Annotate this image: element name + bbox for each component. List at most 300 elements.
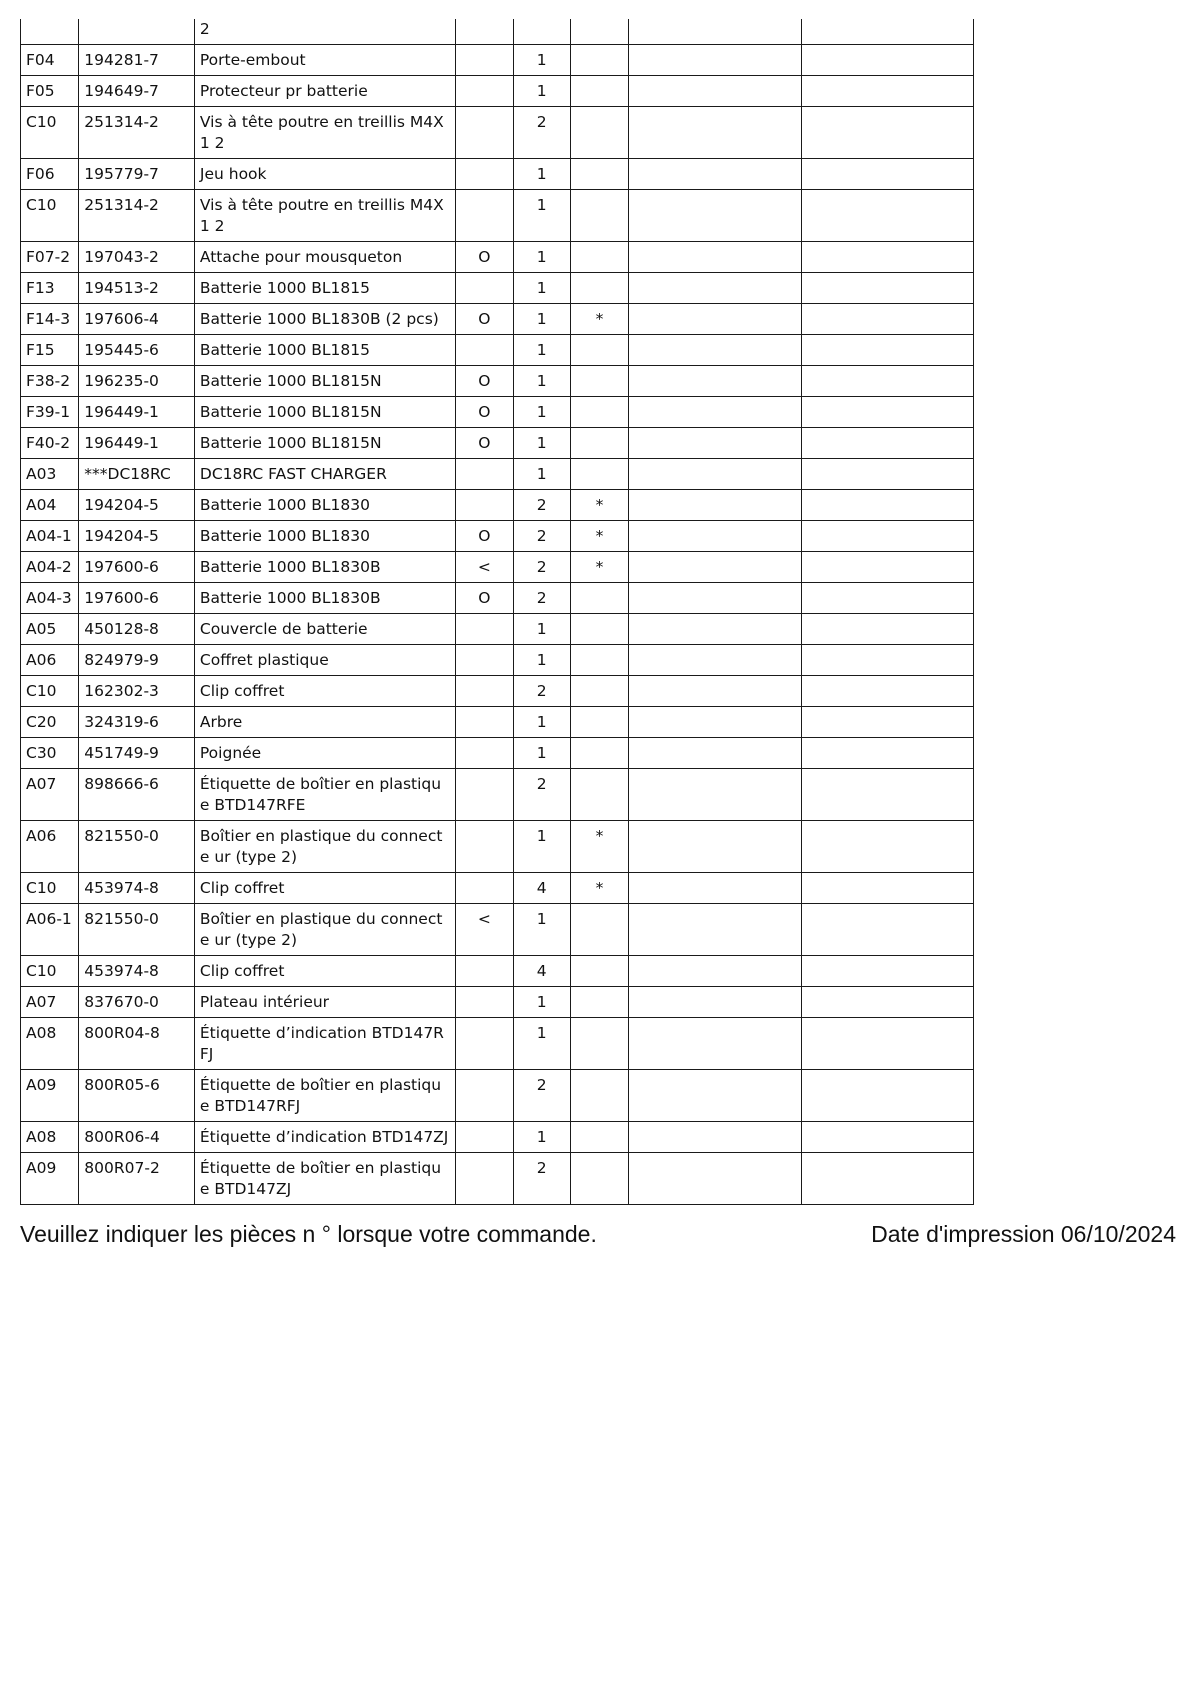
cell-code	[456, 190, 513, 242]
cell-extra-col-1	[629, 645, 802, 676]
cell-part-no: 251314-2	[79, 190, 195, 242]
table-row	[21, 956, 974, 987]
cell-code: <	[456, 904, 513, 956]
cell-code	[456, 873, 513, 904]
cell-note-mark	[570, 335, 628, 366]
cell-code	[456, 769, 513, 821]
table-row	[21, 1018, 974, 1070]
cell-note-mark	[570, 76, 628, 107]
table-row	[21, 614, 974, 645]
cell-note-mark	[570, 45, 628, 76]
cell-part-no	[79, 19, 195, 45]
cell-extra-col-1	[629, 1153, 802, 1205]
cell-description: Batterie 1000 BL1815	[194, 335, 455, 366]
cell-note-mark	[570, 987, 628, 1018]
cell-ref-no: C10	[21, 873, 79, 904]
cell-description: Étiquette de boîtier en plastique BTD147RFJ	[194, 1070, 455, 1122]
cell-code	[456, 956, 513, 987]
cell-ref-no: F15	[21, 335, 79, 366]
cell-quantity: 1	[513, 242, 570, 273]
cell-description: Étiquette de boîtier en plastique BTD147ZJ	[194, 1153, 455, 1205]
cell-quantity: 1	[513, 707, 570, 738]
cell-extra-col-2	[802, 273, 974, 304]
table-row	[21, 707, 974, 738]
cell-ref-no: F38-2	[21, 366, 79, 397]
cell-description: Vis à tête poutre en treillis M4X1 2	[194, 190, 455, 242]
cell-ref-no: F40-2	[21, 428, 79, 459]
cell-part-no: 196449-1	[79, 428, 195, 459]
table-row	[21, 397, 974, 428]
cell-part-no: 194204-5	[79, 490, 195, 521]
cell-quantity: 2	[513, 1153, 570, 1205]
cell-part-no: 800R04-8	[79, 1018, 195, 1070]
cell-extra-col-1	[629, 904, 802, 956]
cell-extra-col-2	[802, 583, 974, 614]
cell-ref-no: F05	[21, 76, 79, 107]
cell-extra-col-1	[629, 335, 802, 366]
cell-extra-col-1	[629, 521, 802, 552]
cell-extra-col-2	[802, 614, 974, 645]
cell-extra-col-1	[629, 159, 802, 190]
cell-extra-col-1	[629, 304, 802, 335]
cell-description: Batterie 1000 BL1830	[194, 521, 455, 552]
cell-extra-col-2	[802, 1070, 974, 1122]
cell-ref-no: C10	[21, 107, 79, 159]
cell-extra-col-1	[629, 19, 802, 45]
cell-note-mark	[570, 459, 628, 490]
cell-note-mark	[570, 242, 628, 273]
cell-extra-col-2	[802, 552, 974, 583]
cell-code: O	[456, 304, 513, 335]
cell-extra-col-1	[629, 1070, 802, 1122]
cell-code: O	[456, 428, 513, 459]
cell-code: O	[456, 583, 513, 614]
cell-extra-col-1	[629, 428, 802, 459]
cell-code	[456, 821, 513, 873]
cell-quantity	[513, 19, 570, 45]
cell-part-no: 821550-0	[79, 904, 195, 956]
table-row	[21, 190, 974, 242]
cell-description: Batterie 1000 BL1815N	[194, 397, 455, 428]
cell-description: Poignée	[194, 738, 455, 769]
cell-note-mark: *	[570, 521, 628, 552]
cell-quantity: 1	[513, 335, 570, 366]
table-row	[21, 738, 974, 769]
cell-note-mark	[570, 707, 628, 738]
cell-part-no: 837670-0	[79, 987, 195, 1018]
cell-part-no: 450128-8	[79, 614, 195, 645]
cell-quantity: 1	[513, 159, 570, 190]
cell-extra-col-1	[629, 273, 802, 304]
cell-description: Couvercle de batterie	[194, 614, 455, 645]
cell-description: Vis à tête poutre en treillis M4X1 2	[194, 107, 455, 159]
cell-ref-no: A04	[21, 490, 79, 521]
cell-extra-col-2	[802, 107, 974, 159]
table-row	[21, 904, 974, 956]
cell-extra-col-2	[802, 821, 974, 873]
cell-code	[456, 987, 513, 1018]
cell-note-mark: *	[570, 821, 628, 873]
cell-code: O	[456, 366, 513, 397]
cell-description: 2	[194, 19, 455, 45]
cell-extra-col-2	[802, 159, 974, 190]
cell-note-mark	[570, 583, 628, 614]
cell-code	[456, 1153, 513, 1205]
cell-description: Batterie 1000 BL1830B	[194, 583, 455, 614]
table-row	[21, 335, 974, 366]
cell-code	[456, 459, 513, 490]
cell-part-no: 194281-7	[79, 45, 195, 76]
cell-note-mark	[570, 1018, 628, 1070]
cell-ref-no: A06-1	[21, 904, 79, 956]
cell-ref-no: A06	[21, 645, 79, 676]
cell-code	[456, 738, 513, 769]
cell-note-mark	[570, 1070, 628, 1122]
cell-quantity: 1	[513, 76, 570, 107]
cell-part-no: 821550-0	[79, 821, 195, 873]
cell-code	[456, 645, 513, 676]
cell-extra-col-1	[629, 552, 802, 583]
cell-ref-no: C30	[21, 738, 79, 769]
cell-extra-col-2	[802, 45, 974, 76]
table-row	[21, 1153, 974, 1205]
cell-description: Batterie 1000 BL1815N	[194, 366, 455, 397]
cell-quantity: 2	[513, 1070, 570, 1122]
cell-part-no: 251314-2	[79, 107, 195, 159]
cell-note-mark	[570, 273, 628, 304]
cell-quantity: 1	[513, 428, 570, 459]
table-row	[21, 273, 974, 304]
cell-extra-col-2	[802, 707, 974, 738]
cell-description: Boîtier en plastique du connecte ur (type 2)	[194, 904, 455, 956]
cell-note-mark	[570, 366, 628, 397]
cell-note-mark: *	[570, 304, 628, 335]
cell-code	[456, 490, 513, 521]
table-row	[21, 583, 974, 614]
order-note: Veuillez indiquer les pièces n ° lorsque votre commande.	[20, 1221, 597, 1247]
cell-code: O	[456, 242, 513, 273]
cell-extra-col-2	[802, 645, 974, 676]
cell-extra-col-2	[802, 1018, 974, 1070]
cell-extra-col-2	[802, 459, 974, 490]
cell-ref-no: A08	[21, 1018, 79, 1070]
cell-extra-col-1	[629, 490, 802, 521]
cell-part-no: 800R06-4	[79, 1122, 195, 1153]
cell-description: Étiquette d’indication BTD147ZJ	[194, 1122, 455, 1153]
cell-code	[456, 45, 513, 76]
cell-description: Batterie 1000 BL1815	[194, 273, 455, 304]
cell-code	[456, 273, 513, 304]
cell-quantity: 1	[513, 987, 570, 1018]
table-row	[21, 459, 974, 490]
cell-ref-no: C20	[21, 707, 79, 738]
cell-note-mark: *	[570, 490, 628, 521]
table-row	[21, 19, 974, 45]
cell-part-no: 800R05-6	[79, 1070, 195, 1122]
cell-quantity: 1	[513, 397, 570, 428]
cell-extra-col-1	[629, 242, 802, 273]
cell-ref-no: C10	[21, 676, 79, 707]
cell-note-mark	[570, 676, 628, 707]
cell-quantity: 1	[513, 304, 570, 335]
cell-ref-no	[21, 19, 79, 45]
cell-part-no: 196449-1	[79, 397, 195, 428]
cell-extra-col-2	[802, 490, 974, 521]
cell-note-mark	[570, 1122, 628, 1153]
cell-note-mark	[570, 904, 628, 956]
cell-extra-col-1	[629, 45, 802, 76]
cell-quantity: 1	[513, 273, 570, 304]
cell-description: Clip coffret	[194, 873, 455, 904]
cell-extra-col-2	[802, 738, 974, 769]
cell-extra-col-1	[629, 190, 802, 242]
cell-extra-col-1	[629, 676, 802, 707]
cell-code	[456, 1018, 513, 1070]
table-row	[21, 676, 974, 707]
cell-note-mark	[570, 738, 628, 769]
cell-extra-col-2	[802, 366, 974, 397]
cell-note-mark	[570, 107, 628, 159]
cell-ref-no: A04-1	[21, 521, 79, 552]
cell-extra-col-2	[802, 335, 974, 366]
cell-extra-col-1	[629, 76, 802, 107]
table-row	[21, 490, 974, 521]
cell-description: Boîtier en plastique du connecte ur (type 2)	[194, 821, 455, 873]
cell-ref-no: F06	[21, 159, 79, 190]
cell-ref-no: F07-2	[21, 242, 79, 273]
table-row	[21, 76, 974, 107]
cell-part-no: 194649-7	[79, 76, 195, 107]
cell-note-mark	[570, 645, 628, 676]
cell-quantity: 2	[513, 107, 570, 159]
table-row	[21, 366, 974, 397]
cell-part-no: 898666-6	[79, 769, 195, 821]
cell-code	[456, 1122, 513, 1153]
cell-code	[456, 614, 513, 645]
cell-note-mark	[570, 428, 628, 459]
table-row	[21, 521, 974, 552]
cell-quantity: 2	[513, 769, 570, 821]
cell-ref-no: A08	[21, 1122, 79, 1153]
cell-quantity: 1	[513, 904, 570, 956]
cell-extra-col-2	[802, 521, 974, 552]
cell-description: Batterie 1000 BL1830B (2 pcs)	[194, 304, 455, 335]
cell-quantity: 1	[513, 821, 570, 873]
cell-ref-no: A04-3	[21, 583, 79, 614]
cell-extra-col-1	[629, 583, 802, 614]
cell-part-no: 800R07-2	[79, 1153, 195, 1205]
cell-ref-no: A06	[21, 821, 79, 873]
cell-part-no: 197600-6	[79, 552, 195, 583]
table-row	[21, 304, 974, 335]
cell-extra-col-2	[802, 676, 974, 707]
cell-quantity: 1	[513, 614, 570, 645]
print-date: Date d'impression 06/10/2024	[871, 1221, 1176, 1247]
cell-description: Batterie 1000 BL1830B	[194, 552, 455, 583]
cell-description: Coffret plastique	[194, 645, 455, 676]
cell-extra-col-2	[802, 76, 974, 107]
cell-quantity: 1	[513, 645, 570, 676]
cell-extra-col-1	[629, 821, 802, 873]
cell-description: Batterie 1000 BL1830	[194, 490, 455, 521]
cell-extra-col-1	[629, 366, 802, 397]
parts-table-body	[21, 19, 974, 1205]
cell-extra-col-1	[629, 1122, 802, 1153]
cell-note-mark	[570, 1153, 628, 1205]
cell-code	[456, 1070, 513, 1122]
table-row	[21, 645, 974, 676]
cell-part-no: 194513-2	[79, 273, 195, 304]
cell-quantity: 1	[513, 190, 570, 242]
cell-ref-no: A04-2	[21, 552, 79, 583]
cell-quantity: 1	[513, 45, 570, 76]
cell-description: Clip coffret	[194, 956, 455, 987]
cell-ref-no: A03	[21, 459, 79, 490]
cell-extra-col-2	[802, 987, 974, 1018]
cell-extra-col-2	[802, 397, 974, 428]
cell-ref-no: A09	[21, 1153, 79, 1205]
cell-part-no: 453974-8	[79, 956, 195, 987]
cell-quantity: 2	[513, 676, 570, 707]
cell-extra-col-2	[802, 904, 974, 956]
cell-part-no: 195445-6	[79, 335, 195, 366]
cell-note-mark	[570, 956, 628, 987]
cell-extra-col-1	[629, 614, 802, 645]
cell-code	[456, 159, 513, 190]
cell-code: O	[456, 521, 513, 552]
cell-extra-col-2	[802, 1122, 974, 1153]
cell-part-no: 195779-7	[79, 159, 195, 190]
table-row	[21, 45, 974, 76]
cell-extra-col-1	[629, 707, 802, 738]
cell-extra-col-2	[802, 1153, 974, 1205]
cell-extra-col-1	[629, 956, 802, 987]
cell-ref-no: A09	[21, 1070, 79, 1122]
cell-part-no: 197043-2	[79, 242, 195, 273]
parts-table	[20, 19, 974, 1205]
cell-description: Étiquette de boîtier en plastique BTD147RFE	[194, 769, 455, 821]
cell-ref-no: F39-1	[21, 397, 79, 428]
cell-part-no: 162302-3	[79, 676, 195, 707]
cell-extra-col-1	[629, 459, 802, 490]
cell-note-mark	[570, 614, 628, 645]
cell-extra-col-1	[629, 738, 802, 769]
cell-code	[456, 676, 513, 707]
table-row	[21, 552, 974, 583]
cell-quantity: 1	[513, 1122, 570, 1153]
cell-ref-no: F04	[21, 45, 79, 76]
cell-description: Batterie 1000 BL1815N	[194, 428, 455, 459]
cell-quantity: 1	[513, 459, 570, 490]
cell-note-mark: *	[570, 552, 628, 583]
cell-part-no: 196235-0	[79, 366, 195, 397]
table-row	[21, 107, 974, 159]
cell-quantity: 1	[513, 366, 570, 397]
cell-code: O	[456, 397, 513, 428]
cell-description: Plateau intérieur	[194, 987, 455, 1018]
table-row	[21, 1070, 974, 1122]
cell-extra-col-1	[629, 1018, 802, 1070]
cell-extra-col-2	[802, 956, 974, 987]
cell-extra-col-2	[802, 190, 974, 242]
cell-description: Étiquette d’indication BTD147RFJ	[194, 1018, 455, 1070]
table-row	[21, 873, 974, 904]
cell-part-no: 324319-6	[79, 707, 195, 738]
cell-part-no: ***DC18RC	[79, 459, 195, 490]
cell-quantity: 2	[513, 490, 570, 521]
cell-code: <	[456, 552, 513, 583]
cell-ref-no: C10	[21, 190, 79, 242]
cell-ref-no: A07	[21, 769, 79, 821]
cell-description: DC18RC FAST CHARGER	[194, 459, 455, 490]
cell-note-mark	[570, 19, 628, 45]
table-row	[21, 987, 974, 1018]
cell-note-mark: *	[570, 873, 628, 904]
cell-code	[456, 19, 513, 45]
cell-quantity: 2	[513, 521, 570, 552]
cell-ref-no: A07	[21, 987, 79, 1018]
cell-part-no: 451749-9	[79, 738, 195, 769]
cell-extra-col-1	[629, 987, 802, 1018]
cell-note-mark	[570, 397, 628, 428]
cell-description: Attache pour mousqueton	[194, 242, 455, 273]
cell-extra-col-1	[629, 397, 802, 428]
table-row	[21, 821, 974, 873]
cell-extra-col-2	[802, 19, 974, 45]
table-row	[21, 159, 974, 190]
cell-code	[456, 76, 513, 107]
cell-note-mark	[570, 769, 628, 821]
cell-code	[456, 107, 513, 159]
cell-extra-col-2	[802, 769, 974, 821]
cell-ref-no: C10	[21, 956, 79, 987]
cell-quantity: 2	[513, 583, 570, 614]
table-row	[21, 1122, 974, 1153]
cell-description: Clip coffret	[194, 676, 455, 707]
cell-description: Porte-embout	[194, 45, 455, 76]
cell-description: Protecteur pr batterie	[194, 76, 455, 107]
cell-quantity: 4	[513, 956, 570, 987]
cell-part-no: 453974-8	[79, 873, 195, 904]
cell-note-mark	[570, 190, 628, 242]
cell-note-mark	[570, 159, 628, 190]
table-row	[21, 242, 974, 273]
cell-ref-no: F14-3	[21, 304, 79, 335]
cell-description: Arbre	[194, 707, 455, 738]
cell-ref-no: A05	[21, 614, 79, 645]
cell-part-no: 194204-5	[79, 521, 195, 552]
cell-description: Jeu hook	[194, 159, 455, 190]
table-row	[21, 769, 974, 821]
cell-quantity: 1	[513, 738, 570, 769]
cell-quantity: 1	[513, 1018, 570, 1070]
cell-ref-no: F13	[21, 273, 79, 304]
cell-quantity: 4	[513, 873, 570, 904]
cell-extra-col-1	[629, 873, 802, 904]
cell-extra-col-2	[802, 873, 974, 904]
cell-part-no: 197600-6	[79, 583, 195, 614]
cell-part-no: 197606-4	[79, 304, 195, 335]
cell-code	[456, 335, 513, 366]
cell-extra-col-2	[802, 428, 974, 459]
cell-extra-col-1	[629, 769, 802, 821]
table-row	[21, 428, 974, 459]
cell-extra-col-2	[802, 242, 974, 273]
cell-extra-col-2	[802, 304, 974, 335]
cell-extra-col-1	[629, 107, 802, 159]
cell-code	[456, 707, 513, 738]
cell-quantity: 2	[513, 552, 570, 583]
